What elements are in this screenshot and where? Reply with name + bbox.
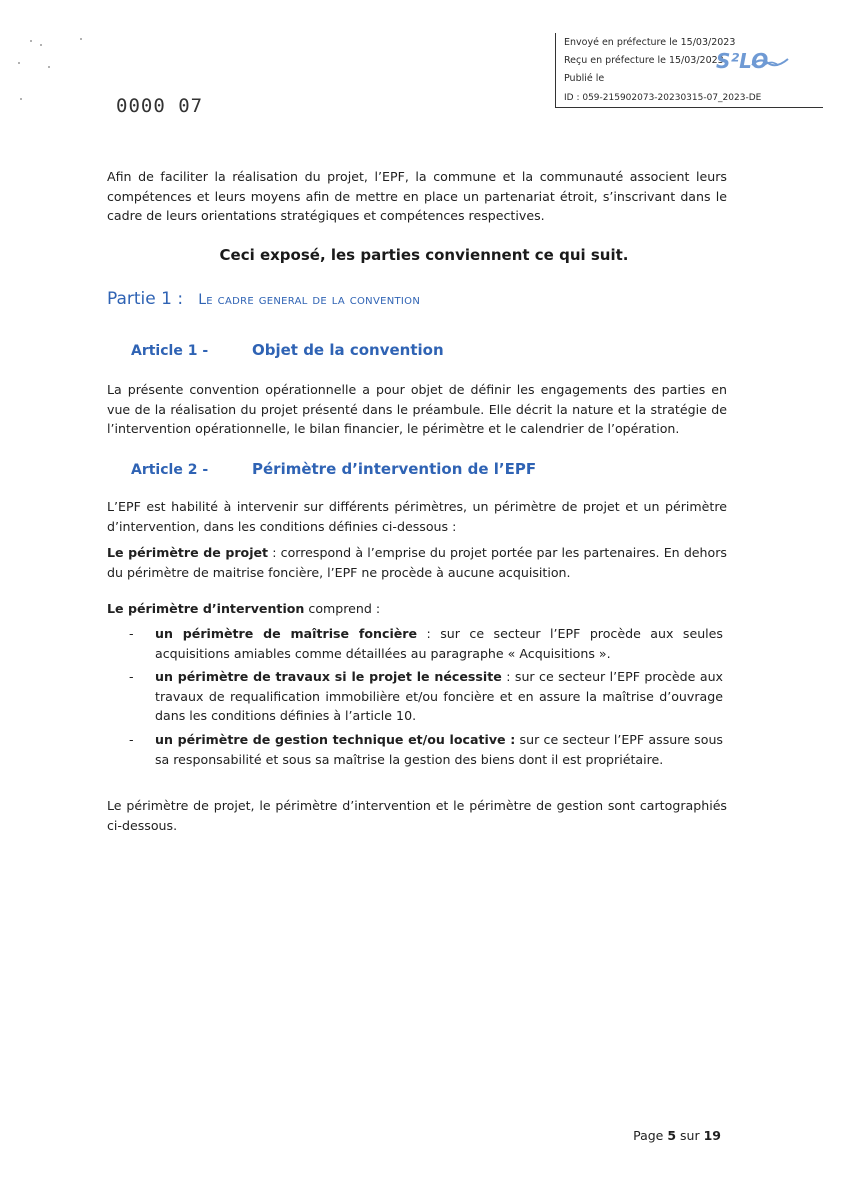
article-1-body: La présente convention opérationnelle a pour objet de définir les engagements des parties en vue de la réalisation du projet présenté dans le préambule. Elle décrit la nature et la stratégie de l’intervention opérationnelle, le bilan financier, le périmètre et le calendrier de l’opération. <box>107 382 727 436</box>
perimetre-intervention-term: Le périmètre d’intervention <box>107 601 305 616</box>
current-page: 5 <box>667 1128 677 1143</box>
logo-text: S²LO <box>716 49 769 73</box>
closing-paragraph: Le périmètre de projet, le périmètre d’intervention et le périmètre de gestion sont cartographiés ci-dessous. <box>107 798 727 833</box>
list-dash: - <box>129 626 134 641</box>
part-heading <box>107 289 420 309</box>
perimetre-projet-term: Le périmètre de projet <box>107 545 269 560</box>
list-item-term: un périmètre de travaux si le projet le nécessite <box>155 669 502 684</box>
scan-speck <box>18 62 20 64</box>
page-word: Page <box>633 1128 664 1143</box>
list-item-term: un périmètre de maîtrise foncière <box>155 626 418 641</box>
stamp-published: Publié le <box>564 73 605 84</box>
article-1-label: Article 1 - <box>131 343 209 359</box>
document-number: 0000 07 <box>116 95 204 117</box>
scan-speck <box>20 98 22 100</box>
scan-speck <box>40 44 42 46</box>
article-1-title: Objet de la convention <box>252 341 444 359</box>
article-2-intro: L’EPF est habilité à intervenir sur différents périmètres, un périmètre de projet et un périmètre d’intervention, dans les conditions définies ci-dessous : <box>107 499 727 534</box>
list-item-text <box>155 730 723 769</box>
article-2-label: Article 2 - <box>131 462 209 478</box>
scan-speck <box>48 66 50 68</box>
list-dash: - <box>129 732 134 747</box>
stamp-sent: Envoyé en préfecture le 15/03/2023 <box>564 37 736 48</box>
total-pages: 19 <box>703 1128 721 1143</box>
article-2-title: Périmètre d’intervention de l’EPF <box>252 460 537 478</box>
part-title: Le cadre general de la convention <box>198 292 421 308</box>
exposition-heading: Ceci exposé, les parties conviennent ce qui suit. <box>219 246 629 264</box>
perimetre-projet-text: : correspond à l’emprise du projet portée par les partenaires. En dehors du périmètre de maitrise foncière, l’EPF ne procède à aucune acquisition. <box>107 545 727 580</box>
list-item-desc: : sur ce secteur l’EPF procède aux seules acquisitions amiables comme détaillées au paragraphe « Acquisitions ». <box>155 626 723 661</box>
list-item-desc: : sur ce secteur l’EPF procède aux travaux de requalification immobilière et/ou foncière et en assure la maîtrise d’ouvrage dans les conditions définies à l’article 10. <box>155 669 724 723</box>
intro-paragraph: Afin de faciliter la réalisation du projet, l’EPF, la commune et la communauté associent leurs compétences et leurs moyens afin de mettre en place un partenariat étroit, s’inscrivant dans le cadre de leurs orientations stratégiques et compétences respectives. <box>107 169 727 223</box>
stamp-received: Reçu en préfecture le 15/03/2023 <box>564 55 724 66</box>
list-item-term: un périmètre de gestion technique et/ou locative : <box>155 732 516 747</box>
page-number <box>633 1128 721 1143</box>
perimetre-intervention-text: comprend : <box>304 601 381 616</box>
list-dash: - <box>129 669 134 684</box>
list-item-text <box>155 624 723 663</box>
s2lo-logo <box>716 47 788 77</box>
part-label: Partie 1 : <box>107 289 184 309</box>
scan-speck <box>80 38 82 40</box>
perimetre-intervention-paragraph <box>107 599 727 619</box>
list-item-desc: sur ce secteur l’EPF assure sous sa responsabilité et sous sa maîtrise la gestion des biens dont il est propriétaire. <box>155 732 723 767</box>
logo-swoosh-icon <box>750 53 790 71</box>
of-word: sur <box>680 1128 700 1143</box>
perimetre-projet-paragraph <box>107 543 727 582</box>
stamp-id: ID : 059-215902073-20230315-07_2023-DE <box>564 93 762 103</box>
prefecture-stamp <box>555 33 823 108</box>
list-item-text <box>155 667 723 726</box>
scan-speck <box>30 40 32 42</box>
